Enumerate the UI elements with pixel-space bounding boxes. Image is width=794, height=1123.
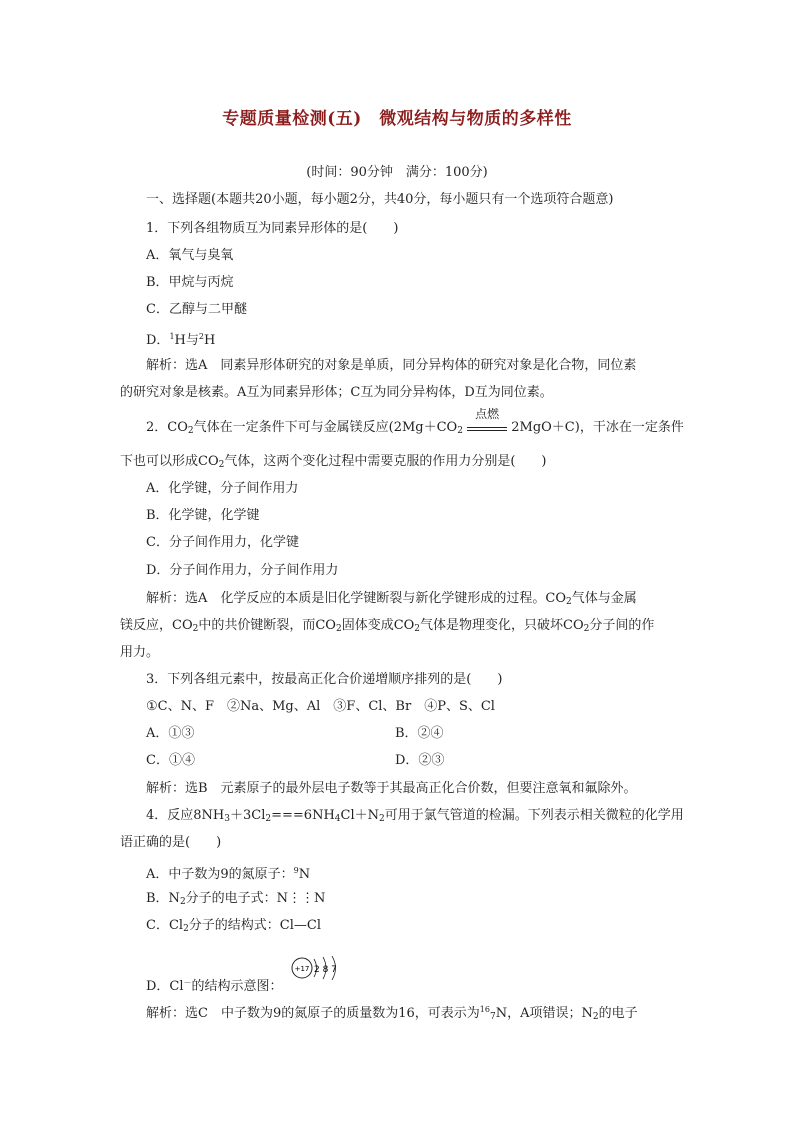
- shell-electrons: 2 8 7: [314, 965, 337, 975]
- q2-analysis-line2: 镁反应，$CO_2$中的共价键断裂，而$CO_2$固体变成$CO_2$气体是物理变化，只破坏$CO_2$分子间的作: [120, 618, 655, 634]
- q2-option-d: D．分子间作用力，分子间作用力: [146, 563, 339, 578]
- q3-option-c: C．①④: [146, 753, 195, 768]
- q4-analysis: 解析：选C 中子数为9的氮原子的质量数为16，可表示为$^{16}_7$N，A项错误；$N_2$的电子: [146, 1005, 638, 1022]
- q3-option-a: A．①③: [146, 726, 195, 741]
- q2-stem-line1: 2．$CO_2$气体在一定条件下可与金属镁反应($2Mg+CO_2$ 点燃 2MgO＋C)，干冰在一定条件: [146, 407, 684, 436]
- q2-option-c: C．分子间作用力，化学键: [146, 535, 299, 550]
- q1-option-d: D．$^1$H与$^2$H: [146, 332, 216, 348]
- section-heading: 一、选择题(本题共20小题，每小题2分，共40分，每小题只有一个选项符合题意): [146, 192, 614, 207]
- q4-option-d: D．Cl－的结构示意图：: [146, 978, 283, 994]
- q1-option-a: A．氧气与臭氧: [146, 248, 234, 263]
- q2-analysis-line3: 用力。: [120, 645, 160, 660]
- reaction-condition: 点燃: [467, 419, 507, 431]
- q1-analysis-line2: 的研究对象是核素。A互为同素异形体；C互为同分异构体，D互为同位素。: [120, 385, 553, 400]
- q2-option-b: B．化学键，化学键: [146, 508, 260, 523]
- q4-stem-line2: 语正确的是( ): [120, 835, 222, 850]
- exam-meta: (时间：90分钟 满分：100分): [306, 165, 488, 180]
- q2-stem-line2: 下也可以形成$CO_2$气体，这两个变化过程中需要克服的作用力分别是( ): [120, 454, 547, 470]
- q3-analysis: 解析：选B 元素原子的最外层电子数等于其最高正化合价数，但要注意氧和氟除外。: [146, 781, 637, 796]
- chloride-ion-diagram: [290, 956, 350, 980]
- q4-stem-line1: 4．反应$8NH_3+3Cl_2===6NH_4Cl+N_2$可用于氯气管道的检漏。下列表示相关微粒的化学用: [146, 808, 684, 824]
- q1-stem: 1．下列各组物质互为同素异形体的是( ): [146, 221, 399, 236]
- q4-option-a: A．中子数为9的氮原子：$^9$N: [146, 866, 311, 882]
- q4-option-c: C．$Cl_2$分子的结构式：Cl—Cl: [146, 918, 322, 934]
- q3-option-list: ①C、N、F ②Na、Mg、Al ③F、Cl、Br ④P、S、Cl: [146, 699, 495, 714]
- q3-option-b: B．②④: [395, 726, 444, 741]
- q4-option-b: B．$N_2$分子的电子式：N⋮⋮N: [146, 891, 326, 907]
- q3-stem: 3．下列各组元素中，按最高正化合价递增顺序排列的是( ): [146, 672, 503, 687]
- q2-analysis-line1: 解析：选A 化学反应的本质是旧化学键断裂与新化学键形成的过程。$CO_2$气体与金属: [146, 591, 637, 607]
- nucleus-charge: +17: [294, 965, 310, 973]
- q3-option-d: D．②③: [395, 753, 445, 768]
- q1-analysis-line1: 解析：选A 同素异形体研究的对象是单质，同分异构体的研究对象是化合物，同位素: [146, 358, 637, 373]
- page-title: 专题质量检测(五) 微观结构与物质的多样性: [222, 109, 572, 129]
- q1-option-b: B．甲烷与丙烷: [146, 275, 234, 290]
- q2-option-a: A．化学键，分子间作用力: [146, 481, 299, 496]
- q1-option-c: C．乙醇与二甲醚: [146, 302, 247, 317]
